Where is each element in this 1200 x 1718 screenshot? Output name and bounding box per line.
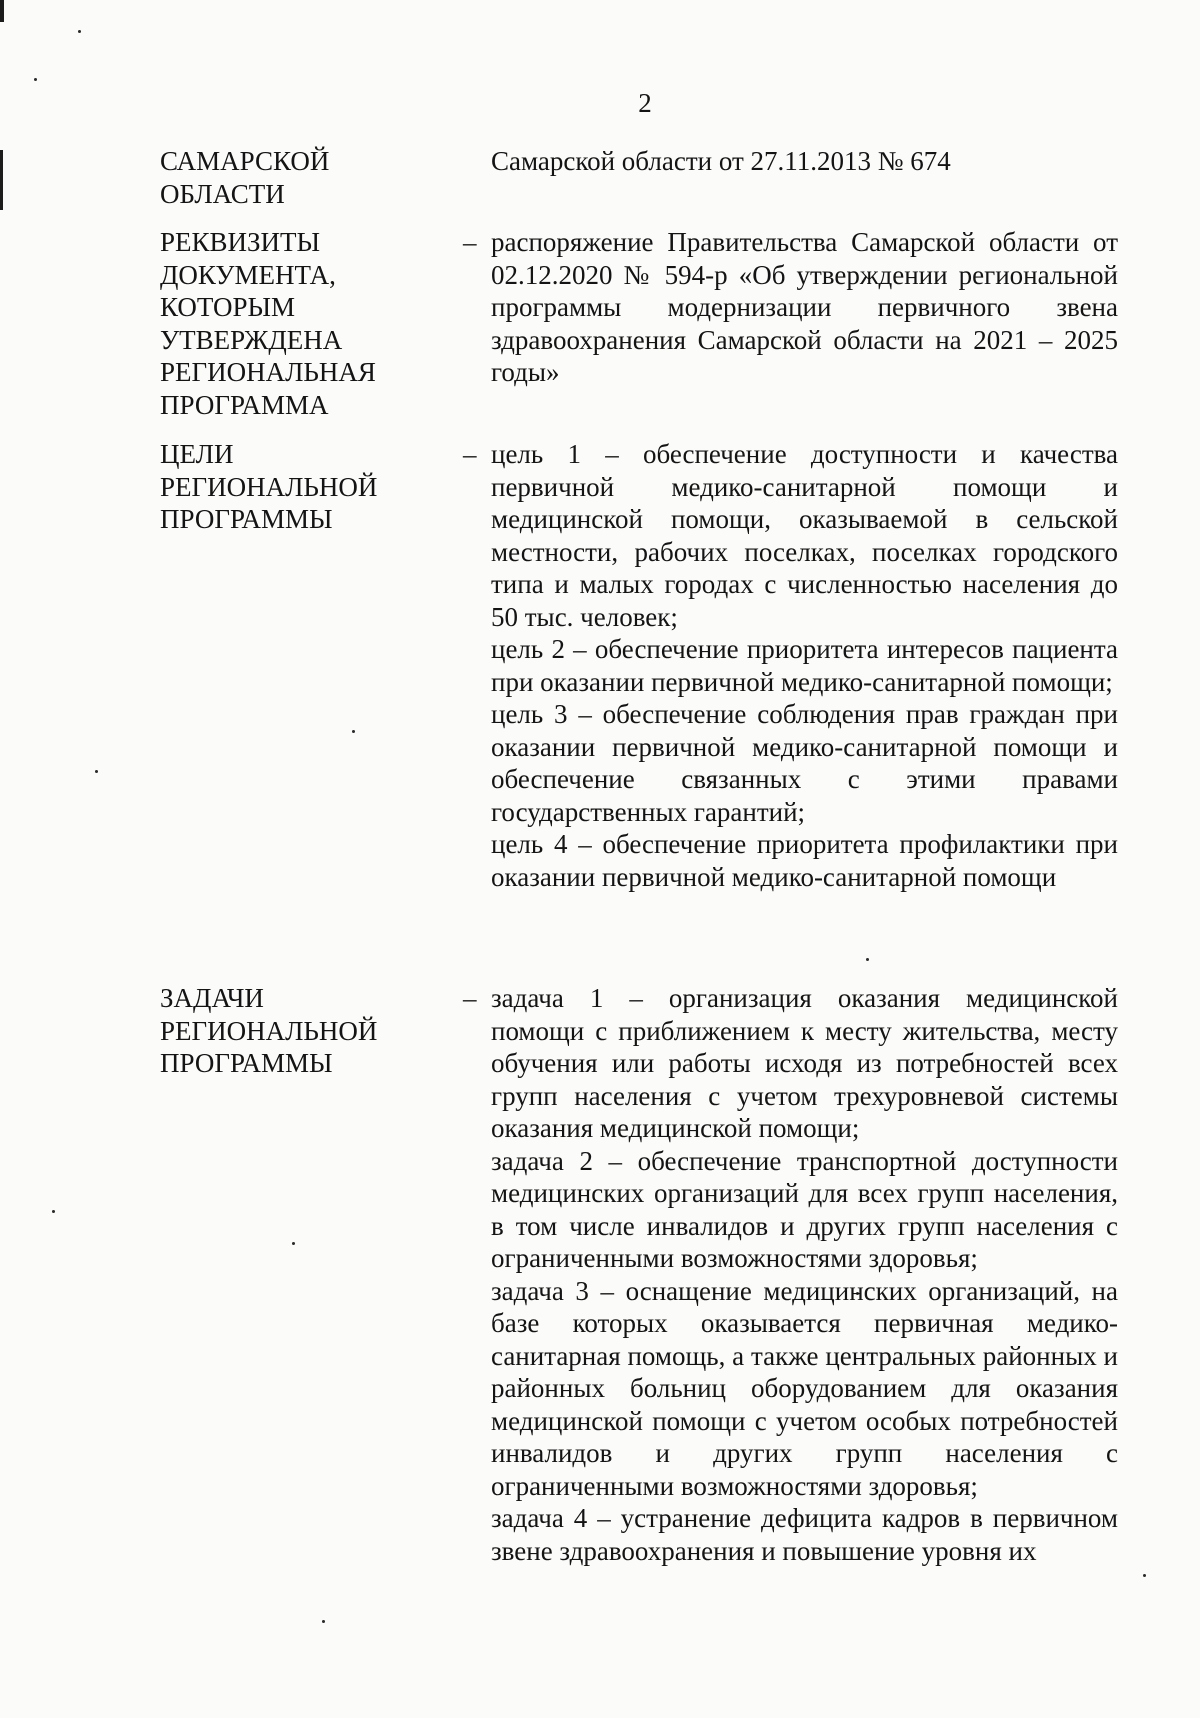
- row-label: САМАРСКОЙ ОБЛАСТИ: [160, 146, 330, 209]
- scan-speck: [52, 1210, 55, 1213]
- scan-speck: [95, 770, 98, 773]
- content-paragraph: задача 2 – обеспечение транспортной доступности медицинских организаций для всех групп населения, в том числе инвалидов и других групп населения с ограниченными возможностями здоровья;: [491, 1145, 1118, 1273]
- scan-speck: [78, 30, 81, 33]
- row-label: ЗАДАЧИ РЕГИОНАЛЬНОЙ ПРОГРАММЫ: [160, 983, 378, 1078]
- content-paragraph: цель 4 – обеспечение приоритета профилактики при оказании первичной медико-санитарной помощи: [491, 829, 1118, 892]
- row-content: [491, 145, 1118, 178]
- scan-speck: [1143, 1574, 1146, 1577]
- content-paragraph: цель 1 – обеспечение доступности и качества первичной медико-санитарной помощи и медицинской помощи, оказываемой в сельской местности, рабочих поселках, поселках городского типа и малых городах с численностью населения до 50 тыс. человек;: [491, 439, 1118, 632]
- content-paragraph: цель 2 – обеспечение приоритета интересов пациента при оказании первичной медико-санитарной помощи;: [491, 634, 1118, 697]
- scan-speck: [866, 958, 869, 961]
- page-number: 2: [638, 88, 652, 118]
- content-paragraph: цель 3 – обеспечение соблюдения прав граждан при оказании первичной медико-санитарной помощи и обеспечение связанных с этими правами государственных гарантий;: [491, 699, 1118, 827]
- row-content: [491, 438, 1118, 893]
- content-paragraph: Самарской области от 27.11.2013 № 674: [491, 146, 951, 176]
- scan-speck: [352, 730, 355, 733]
- binding-edge-mark: [0, 150, 3, 210]
- content-paragraph: задача 3 – оснащение медицинских организаций, на базе которых оказывается первичная медико-санитарная помощь, а также центральных районных и районных больниц оборудованием для оказания медицинской помощи с учетом особых потребностей инвалидов и других групп населения с ограниченными возможностями здоровья;: [491, 1275, 1118, 1501]
- scan-speck: [34, 78, 37, 81]
- scan-speck: [322, 1620, 325, 1623]
- row-dash: –: [463, 227, 477, 257]
- content-paragraph: задача 4 – устранение дефицита кадров в первичном звене здравоохранения и повышение уровня их: [491, 1503, 1118, 1566]
- row-content: [491, 226, 1118, 389]
- row-dash: –: [463, 983, 477, 1013]
- row-dash: –: [463, 439, 477, 469]
- content-paragraph: распоряжение Правительства Самарской области от 02.12.2020 № 594-р «Об утверждении региональной программы модернизации первичного звена здравоохранения Самарской области на 2021 – 2025 годы»: [491, 227, 1118, 387]
- row-content: [491, 982, 1118, 1567]
- content-paragraph: задача 1 – организация оказания медицинской помощи с приближением к месту жительства, месту обучения или работы исходя из потребностей всех групп населения с учетом трехуровневой системы оказания медицинской помощи;: [491, 983, 1118, 1143]
- row-label: РЕКВИЗИТЫ ДОКУМЕНТА, КОТОРЫМ УТВЕРЖДЕНА РЕГИОНАЛЬНАЯ ПРОГРАММА: [160, 227, 376, 420]
- row-label: ЦЕЛИ РЕГИОНАЛЬНОЙ ПРОГРАММЫ: [160, 439, 378, 534]
- scan-speck: [292, 1242, 295, 1245]
- binding-edge-mark: [0, 0, 4, 22]
